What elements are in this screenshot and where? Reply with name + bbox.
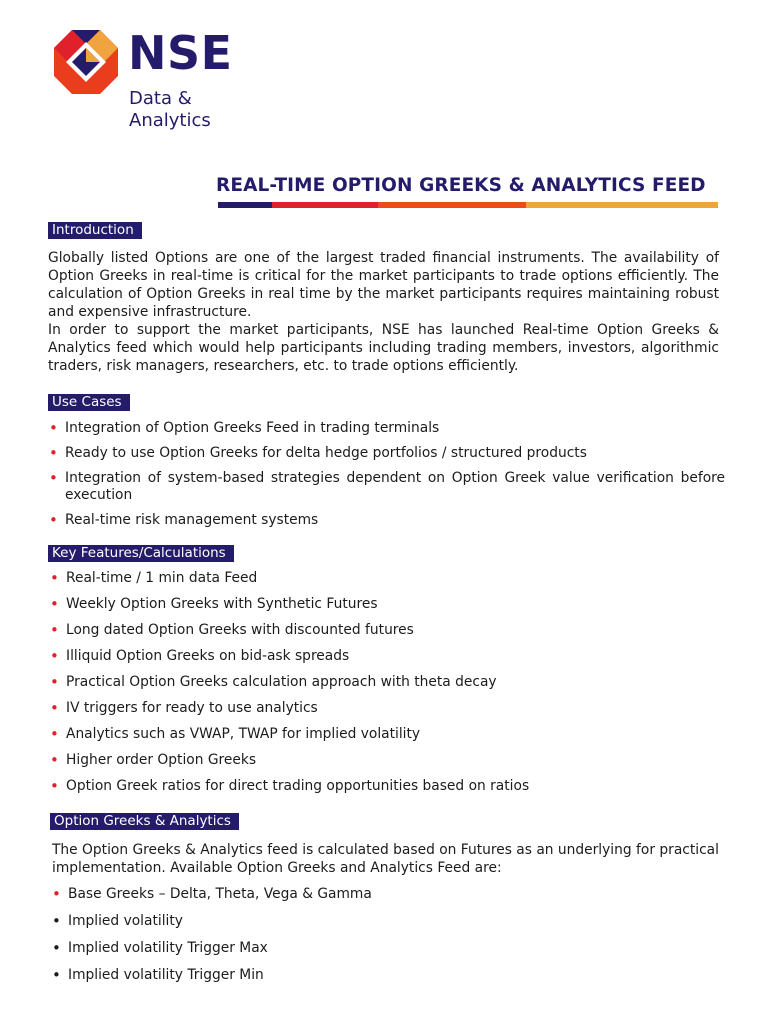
bullet-icon: • — [50, 725, 59, 743]
nse-logo-icon — [54, 30, 118, 94]
bullet-icon: • — [49, 444, 58, 462]
list-item: • Integration of system-based strategies dependent on Option Greek value verification before execution — [49, 469, 725, 503]
bullet-icon: • — [50, 569, 59, 587]
option-greeks-heading: Option Greeks & Analytics — [50, 813, 239, 830]
bullet-icon: • — [50, 777, 59, 795]
bullet-icon: • — [50, 673, 59, 691]
page-title: REAL-TIME OPTION GREEKS & ANALYTICS FEED — [216, 175, 706, 196]
list-item: • Implied volatility Trigger Min — [52, 966, 264, 984]
bullet-icon: • — [50, 595, 59, 613]
list-item: • Implied volatility — [52, 912, 183, 930]
bullet-icon: • — [52, 912, 61, 930]
key-features-list — [50, 570, 726, 795]
list-item: • Real-time risk management systems — [49, 511, 319, 529]
list-item: • Weekly Option Greeks with Synthetic Futures — [50, 595, 378, 613]
use-cases-list — [49, 420, 725, 529]
list-item: • Option Greek ratios for direct trading opportunities based on ratios — [50, 777, 530, 795]
bullet-icon: • — [50, 621, 59, 639]
bullet-icon: • — [50, 647, 59, 665]
nse-logo — [54, 26, 254, 140]
logo-subtitle — [129, 88, 211, 132]
title-color-bar — [218, 202, 718, 208]
list-item: • Practical Option Greeks calculation approach with theta decay — [50, 673, 497, 691]
introduction-paragraph-2: In order to support the market participants, NSE has launched Real-time Option Greeks & Analytics feed which would help participants including trading members, investors, algorithmic traders, risk managers, researchers, etc. to trade options efficiently. — [48, 322, 719, 374]
bullet-icon: • — [50, 751, 59, 769]
bullet-icon: • — [52, 966, 61, 984]
list-item: • Implied volatility Trigger Max — [52, 939, 268, 957]
introduction-text — [48, 249, 719, 375]
introduction-heading: Introduction — [48, 222, 142, 239]
logo-brand: NSE — [128, 26, 233, 80]
introduction-paragraph-1: Globally listed Options are one of the largest traded financial instruments. The availability of Option Greeks in real-time is critical for the market participants to trade options efficiently. The calculation of Option Greeks in real time by the market participants requires maintaining robust and expensive infrastructure. — [48, 250, 719, 320]
title-bar-segment-yellow — [526, 202, 718, 208]
use-cases-heading: Use Cases — [48, 394, 130, 411]
list-item: • Real-time / 1 min data Feed — [50, 569, 258, 587]
bullet-icon: • — [49, 469, 58, 487]
logo-subtitle-line1: Data & — [129, 88, 192, 109]
bullet-icon: • — [49, 511, 58, 529]
title-bar-segment-red — [272, 202, 378, 208]
list-item: • IV triggers for ready to use analytics — [50, 699, 318, 717]
list-item: • Base Greeks – Delta, Theta, Vega & Gamma — [52, 885, 372, 903]
option-greeks-list — [52, 886, 728, 984]
list-item: • Higher order Option Greeks — [50, 751, 257, 769]
bullet-icon: • — [50, 699, 59, 717]
title-bar-segment-orange — [378, 202, 526, 208]
key-features-heading: Key Features/Calculations — [48, 545, 234, 562]
bullet-icon: • — [52, 885, 61, 903]
bullet-icon: • — [52, 939, 61, 957]
bullet-icon: • — [49, 419, 58, 437]
list-item: • Analytics such as VWAP, TWAP for implied volatility — [50, 725, 421, 743]
list-item: • Integration of Option Greeks Feed in trading terminals — [49, 419, 440, 437]
list-item: • Ready to use Option Greeks for delta hedge portfolios / structured products — [49, 444, 587, 462]
list-item: • Long dated Option Greeks with discounted futures — [50, 621, 414, 639]
logo-subtitle-line2: Analytics — [129, 110, 211, 131]
list-item: • Illiquid Option Greeks on bid-ask spreads — [50, 647, 350, 665]
title-bar-segment-navy — [218, 202, 272, 208]
option-greeks-intro: The Option Greeks & Analytics feed is calculated based on Futures as an underlying for practical implementation. Available Option Greeks and Analytics Feed are: — [52, 842, 719, 876]
